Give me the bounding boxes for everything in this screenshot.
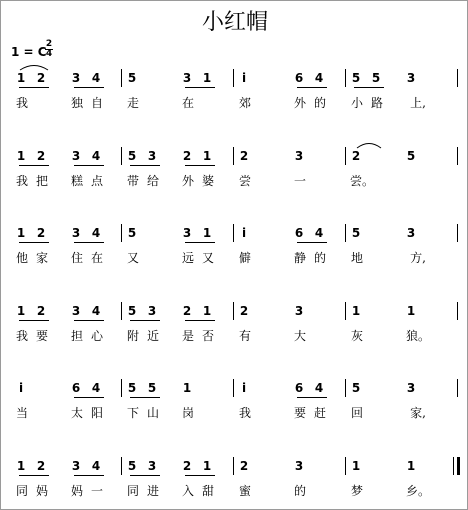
note: i xyxy=(18,381,24,395)
bar-line xyxy=(233,224,234,242)
note: 5 xyxy=(127,226,137,240)
lyric-char: 要 xyxy=(293,406,306,420)
lyric-char: 地 xyxy=(350,251,363,265)
bar-line xyxy=(121,379,122,397)
lyric-char: 我 xyxy=(15,96,28,110)
lyric-char: 带 xyxy=(126,174,139,188)
lyric-char: 大 xyxy=(293,329,306,343)
note: 1 xyxy=(182,381,192,395)
lyric-char: 附 xyxy=(126,329,139,343)
beam-line xyxy=(74,397,104,398)
lyric-char: 的 xyxy=(293,484,306,498)
bar-line xyxy=(457,379,458,397)
note: 1 xyxy=(202,226,212,240)
time-signature xyxy=(43,40,55,59)
lyric-char: 要 xyxy=(35,329,48,343)
lyric-char: 进 xyxy=(146,484,159,498)
note: 3 xyxy=(294,459,304,473)
note: 1 xyxy=(202,149,212,163)
lyric-char: 灰 xyxy=(350,329,363,343)
lyric-char: 是 xyxy=(181,329,194,343)
beam-line xyxy=(74,165,104,166)
lyric-char: 近 xyxy=(146,329,159,343)
song-title: 小红帽 xyxy=(201,10,268,35)
note: i xyxy=(241,226,247,240)
lyric-char: 赶 xyxy=(313,406,326,420)
beam-line xyxy=(185,242,215,243)
lyric-char: 糕 xyxy=(70,174,83,188)
lyric-char: 外 xyxy=(181,174,194,188)
beam-line xyxy=(74,475,104,476)
lyric-char: 小 xyxy=(350,96,363,110)
bar-line xyxy=(457,147,458,165)
note: i xyxy=(241,381,247,395)
lyric-char: 独 xyxy=(70,96,83,110)
beam-line xyxy=(185,475,215,476)
note: 3 xyxy=(182,71,192,85)
note: 1 xyxy=(16,226,26,240)
beam-line xyxy=(185,87,215,88)
note: 3 xyxy=(406,71,416,85)
note: 6 xyxy=(71,381,81,395)
beam-line xyxy=(130,165,160,166)
note: 5 xyxy=(371,71,381,85)
lyric-char: 蜜 xyxy=(238,484,251,498)
note: 5 xyxy=(127,71,137,85)
time-signature-top: 2 xyxy=(45,39,53,49)
note: 3 xyxy=(294,149,304,163)
lyric-char: 上, xyxy=(410,96,426,110)
note: 1 xyxy=(202,304,212,318)
note: 5 xyxy=(351,381,361,395)
lyric-char: 山 xyxy=(146,406,159,420)
beam-line xyxy=(130,397,160,398)
lyric-char: 把 xyxy=(35,174,48,188)
bar-line xyxy=(121,457,122,475)
note: 2 xyxy=(182,304,192,318)
lyric-char: 我 xyxy=(15,174,28,188)
lyric-char: 否 xyxy=(201,329,214,343)
note: 1 xyxy=(406,459,416,473)
beam-line xyxy=(354,87,384,88)
beam-line xyxy=(185,320,215,321)
lyric-char: 的 xyxy=(313,96,326,110)
slur-mark xyxy=(19,63,49,71)
beam-line xyxy=(19,320,49,321)
bar-line xyxy=(457,302,458,320)
note: 3 xyxy=(406,381,416,395)
lyric-char: 点 xyxy=(90,174,103,188)
note: 4 xyxy=(91,226,101,240)
note: 4 xyxy=(91,71,101,85)
lyric-char: 给 xyxy=(146,174,159,188)
note: 1 xyxy=(16,459,26,473)
lyric-char: 当 xyxy=(15,406,28,420)
bar-line xyxy=(345,379,346,397)
note: 5 xyxy=(127,459,137,473)
lyric-char: 狼。 xyxy=(405,329,430,343)
lyric-char: 僻 xyxy=(238,251,251,265)
lyric-char: 尝 xyxy=(238,174,251,188)
bar-line xyxy=(457,69,458,87)
lyric-char: 又 xyxy=(201,251,214,265)
lyric-char: 婆 xyxy=(201,174,214,188)
bar-line xyxy=(233,302,234,320)
bar-line xyxy=(345,69,346,87)
beam-line xyxy=(297,397,327,398)
lyric-char: 家, xyxy=(410,406,426,420)
lyric-char: 回 xyxy=(350,406,363,420)
lyric-char: 妈 xyxy=(70,484,83,498)
lyric-char: 同 xyxy=(15,484,28,498)
note: 3 xyxy=(406,226,416,240)
beam-line xyxy=(185,165,215,166)
lyric-char: 又 xyxy=(126,251,139,265)
lyric-char: 外 xyxy=(293,96,306,110)
note: 2 xyxy=(239,459,249,473)
lyric-char: 在 xyxy=(90,251,103,265)
note: 6 xyxy=(294,226,304,240)
bar-line xyxy=(233,147,234,165)
beam-line xyxy=(19,242,49,243)
note: 3 xyxy=(71,459,81,473)
note: 6 xyxy=(294,381,304,395)
beam-line xyxy=(74,242,104,243)
note: 3 xyxy=(71,304,81,318)
note: 4 xyxy=(91,459,101,473)
note: 1 xyxy=(406,304,416,318)
bar-line xyxy=(121,69,122,87)
note: 6 xyxy=(294,71,304,85)
beam-line xyxy=(297,87,327,88)
bar-line xyxy=(121,224,122,242)
beam-line xyxy=(130,320,160,321)
note: 1 xyxy=(16,71,26,85)
lyric-char: 家 xyxy=(35,251,48,265)
beam-line xyxy=(74,320,104,321)
note: 4 xyxy=(91,149,101,163)
beam-line xyxy=(19,165,49,166)
note: 4 xyxy=(314,71,324,85)
note: 1 xyxy=(202,459,212,473)
lyric-char: 太 xyxy=(70,406,83,420)
lyric-char: 住 xyxy=(70,251,83,265)
note: 1 xyxy=(351,459,361,473)
note: 5 xyxy=(351,71,361,85)
key-signature: 1 = C xyxy=(11,45,47,59)
lyric-char: 心 xyxy=(90,329,103,343)
beam-line xyxy=(19,87,49,88)
beam-line xyxy=(130,475,160,476)
lyric-char: 在 xyxy=(181,96,194,110)
note: 4 xyxy=(314,226,324,240)
beam-line xyxy=(74,87,104,88)
note: 1 xyxy=(16,149,26,163)
bar-line xyxy=(345,147,346,165)
slur-mark xyxy=(356,141,382,149)
lyric-char: 甜 xyxy=(201,484,214,498)
note: 5 xyxy=(147,381,157,395)
time-signature-bottom: 4 xyxy=(45,49,53,59)
note: 2 xyxy=(182,149,192,163)
note: 4 xyxy=(91,304,101,318)
lyric-char: 郊 xyxy=(238,96,251,110)
bar-line xyxy=(233,69,234,87)
lyric-char: 我 xyxy=(238,406,251,420)
lyric-char: 路 xyxy=(370,96,383,110)
note: 3 xyxy=(147,459,157,473)
bar-line xyxy=(457,224,458,242)
lyric-char: 静 xyxy=(293,251,306,265)
lyric-char: 我 xyxy=(15,329,28,343)
note: 3 xyxy=(71,149,81,163)
note: 1 xyxy=(16,304,26,318)
lyric-char: 有 xyxy=(238,329,251,343)
bar-line xyxy=(345,302,346,320)
note: 4 xyxy=(91,381,101,395)
note: 2 xyxy=(36,304,46,318)
note: 2 xyxy=(351,149,361,163)
lyric-char: 尝。 xyxy=(349,174,374,188)
note: 5 xyxy=(127,149,137,163)
lyric-char: 一 xyxy=(293,174,306,188)
note: 5 xyxy=(127,381,137,395)
note: 2 xyxy=(36,71,46,85)
beam-line xyxy=(19,475,49,476)
note: 4 xyxy=(314,381,324,395)
note: 2 xyxy=(239,149,249,163)
note: 2 xyxy=(36,149,46,163)
note: 2 xyxy=(239,304,249,318)
note: 2 xyxy=(36,226,46,240)
bar-line xyxy=(345,457,346,475)
lyric-char: 同 xyxy=(126,484,139,498)
lyric-char: 远 xyxy=(181,251,194,265)
bar-line xyxy=(121,147,122,165)
note: 3 xyxy=(71,71,81,85)
lyric-char: 担 xyxy=(70,329,83,343)
lyric-char: 走 xyxy=(126,96,139,110)
lyric-char: 一 xyxy=(90,484,103,498)
note: 3 xyxy=(71,226,81,240)
note: 2 xyxy=(182,459,192,473)
lyric-char: 梦 xyxy=(350,484,363,498)
bar-line xyxy=(121,302,122,320)
note: 2 xyxy=(36,459,46,473)
note: 3 xyxy=(182,226,192,240)
note: 1 xyxy=(351,304,361,318)
beam-line xyxy=(297,242,327,243)
lyric-char: 妈 xyxy=(35,484,48,498)
note: 5 xyxy=(351,226,361,240)
lyric-char: 下 xyxy=(126,406,139,420)
note: i xyxy=(241,71,247,85)
lyric-char: 自 xyxy=(90,96,103,110)
note: 1 xyxy=(202,71,212,85)
lyric-char: 阳 xyxy=(90,406,103,420)
note: 3 xyxy=(147,149,157,163)
lyric-char: 入 xyxy=(181,484,194,498)
note: 5 xyxy=(127,304,137,318)
note: 3 xyxy=(147,304,157,318)
bar-line xyxy=(233,379,234,397)
lyric-char: 的 xyxy=(313,251,326,265)
lyric-char: 他 xyxy=(15,251,28,265)
lyric-char: 方, xyxy=(410,251,426,265)
lyric-char: 岗 xyxy=(181,406,194,420)
bar-line xyxy=(345,224,346,242)
note: 3 xyxy=(294,304,304,318)
lyric-char: 乡。 xyxy=(405,484,430,498)
note: 5 xyxy=(406,149,416,163)
bar-line xyxy=(233,457,234,475)
